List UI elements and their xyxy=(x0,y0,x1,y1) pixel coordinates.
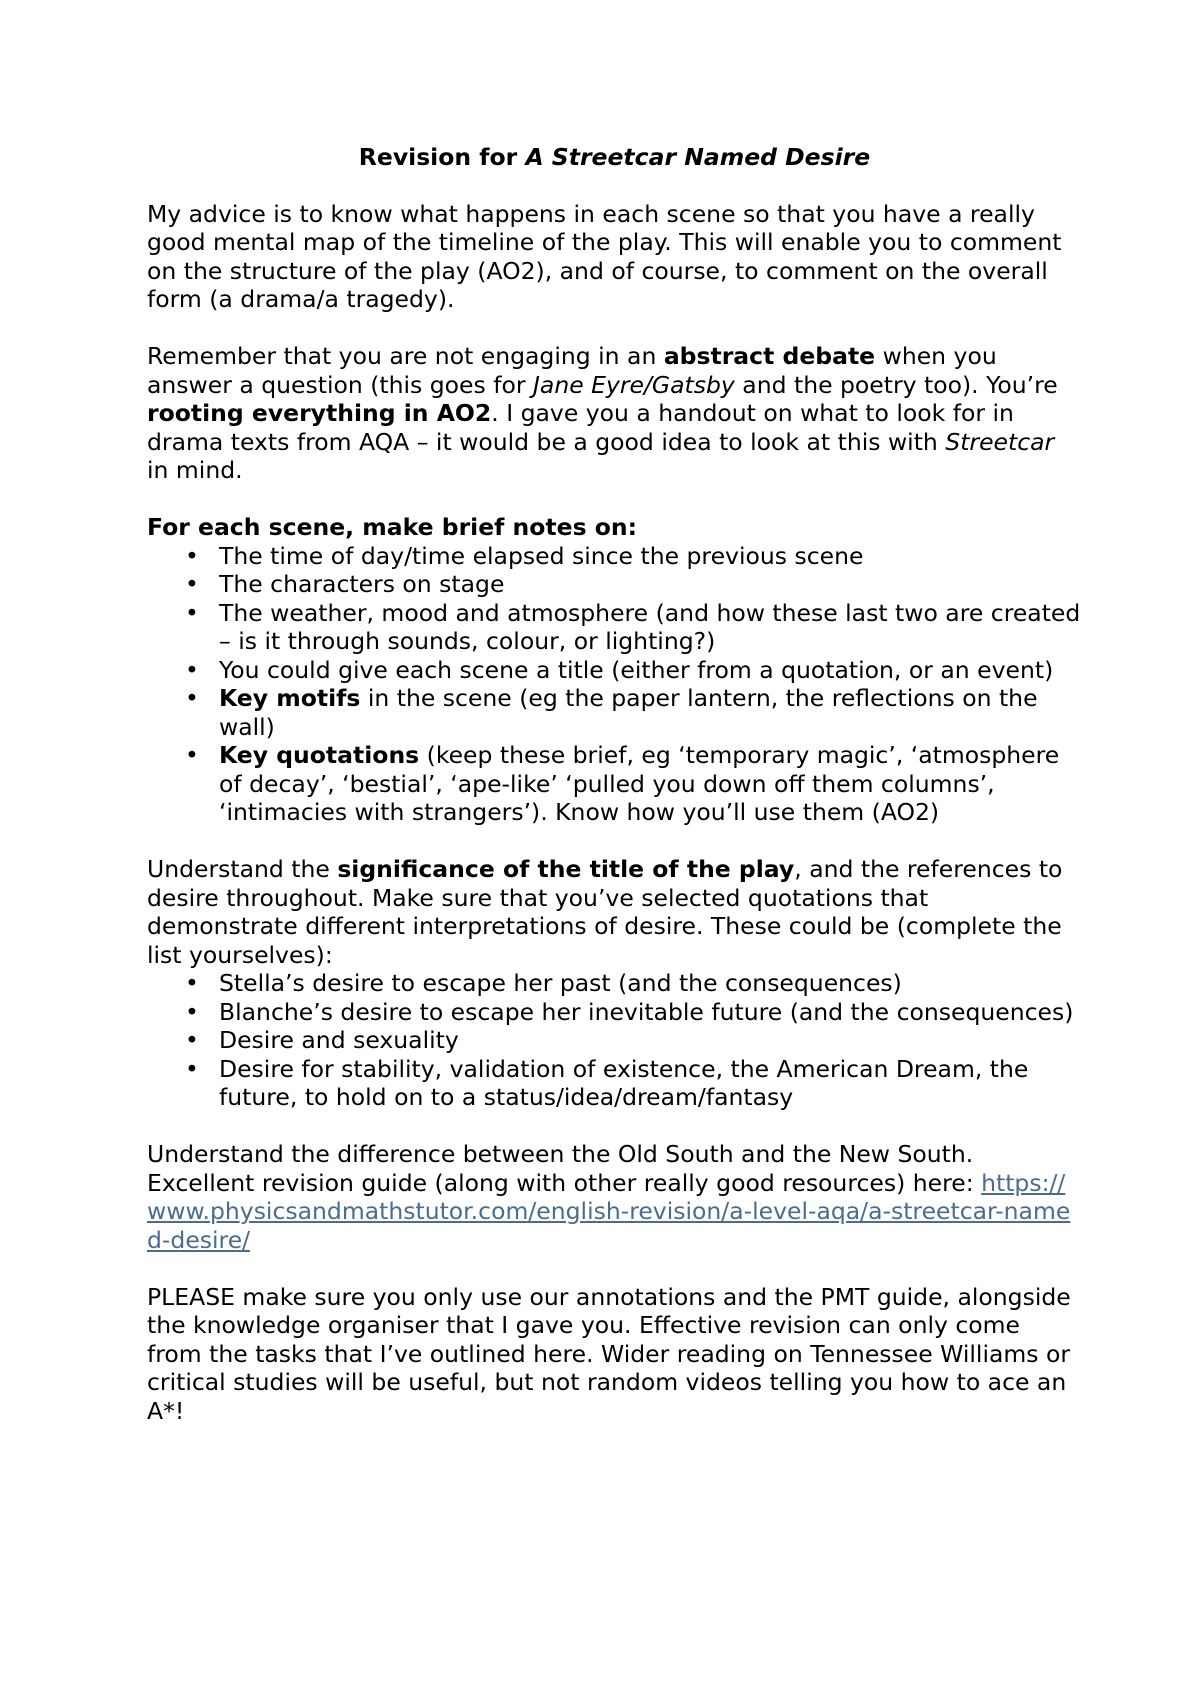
title-italic: A Streetcar Named Desire xyxy=(525,143,871,171)
south-paragraph xyxy=(147,1140,1082,1254)
quotations-text: (keep these brief, eg ‘temporary magic’, ‘atmosphere of decay’, ‘bestial’, ‘ape-like’ ‘pulled you down off them columns’, ‘intimacies with strangers’). Know how you’ll use them (AO2) xyxy=(219,741,1060,826)
significance-text-1: Understand the xyxy=(147,855,338,883)
title-prefix: Revision for xyxy=(358,143,526,171)
list-item: • The time of day/time elapsed since the previous scene xyxy=(147,542,1082,571)
significance-text-2: , and the references to desire throughout. Make sure that you’ve selected quotations that demonstrate different interpretations of desire. These could be (complete the list yourselves): xyxy=(147,855,1063,969)
significance-paragraph xyxy=(147,855,1082,969)
remember-paragraph xyxy=(147,342,1082,485)
document-page xyxy=(147,143,1082,1454)
significance-bold: significance of the title of the play xyxy=(337,855,795,883)
remember-bold-1: abstract debate xyxy=(663,342,876,370)
list-item: • Desire and sexuality xyxy=(147,1026,1082,1055)
closing-paragraph: PLEASE make sure you only use our annotations and the PMT guide, alongside the knowledge organiser that I gave you. Effective revision can only come from the tasks that I’ve outlined here. Wider reading on Tennessee Williams or critical studies will be useful, but not random videos telling you how to ace an A*! xyxy=(147,1282,1071,1425)
remember-text-5: in mind. xyxy=(147,456,243,484)
intro-paragraph: My advice is to know what happens in each scene so that you have a really good mental map of the timeline of the play. This will enable you to comment on the structure of the play (AO2), and of course, to comment on the overall form (a drama/a tragedy). xyxy=(147,199,1062,313)
remember-text-2: when you answer a question (this goes for xyxy=(147,342,997,399)
south-text: Understand the difference between the Old South and the New South. Excellent revision guide (along with other really good resources) here: xyxy=(147,1140,974,1197)
desire-list xyxy=(147,969,1082,1112)
quotations-bold: Key quotations xyxy=(219,741,420,769)
remember-bold-2: rooting everything in AO2 xyxy=(147,399,492,427)
page-title xyxy=(147,143,1082,172)
list-item: • The weather, mood and atmosphere (and how these last two are created – is it through sounds, colour, or lighting?) xyxy=(147,599,1082,656)
list-item: • Desire for stability, validation of existence, the American Dream, the future, to hold on to a status/idea/dream/fantasy xyxy=(147,1055,1082,1112)
remember-text-4: . I gave you a handout on what to look for in drama texts from AQA – it would be a good idea to look at this with xyxy=(147,399,1014,456)
list-item xyxy=(147,741,1082,827)
scene-notes-list xyxy=(147,542,1082,827)
remember-italic-1: Jane Eyre/Gatsby xyxy=(532,370,735,399)
remember-text-3: and the poetry too). You’re xyxy=(734,370,1058,399)
list-item: • Stella’s desire to escape her past (and the consequences) xyxy=(147,969,1082,998)
list-item: • Blanche’s desire to escape her inevitable future (and the consequences) xyxy=(147,998,1082,1027)
motifs-bold: Key motifs xyxy=(219,684,361,712)
list-item xyxy=(147,684,1082,741)
list-item: • The characters on stage xyxy=(147,570,1082,599)
pmt-guide-link[interactable]: https://www.physicsandmathstutor.com/english-revision/a-level-aqa/a-streetcar-named-desire/ xyxy=(147,1168,1071,1254)
motifs-text: in the scene (eg the paper lantern, the reflections on the wall) xyxy=(219,684,1038,741)
remember-italic-2: Streetcar xyxy=(945,427,1055,456)
remember-text-1: Remember that you are not engaging in an xyxy=(147,342,664,370)
scene-notes-heading: For each scene, make brief notes on: xyxy=(147,513,638,541)
list-item: • You could give each scene a title (either from a quotation, or an event) xyxy=(147,656,1082,685)
